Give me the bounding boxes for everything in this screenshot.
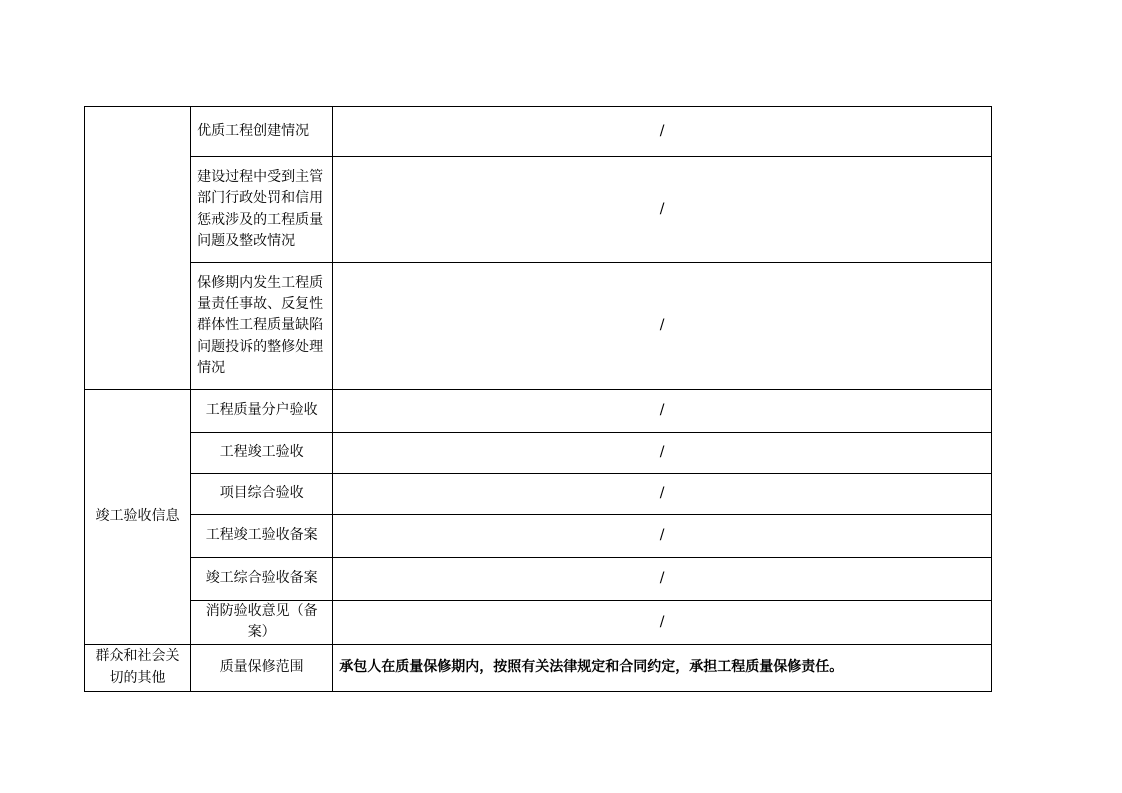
- table-row: [85, 558, 992, 601]
- info-table: [84, 106, 992, 692]
- item-label: 工程竣工验收: [191, 433, 333, 474]
- item-label: 工程质量分户验收: [191, 390, 333, 433]
- item-label: 项目综合验收: [191, 474, 333, 515]
- item-label: 工程竣工验收备案: [191, 515, 333, 558]
- table-row: [85, 644, 992, 691]
- group-label: 竣工验收信息: [85, 390, 191, 645]
- table-row: [85, 263, 992, 390]
- table-row: [85, 157, 992, 263]
- item-value: /: [333, 390, 992, 433]
- item-value: 承包人在质量保修期内，按照有关法律规定和合同约定，承担工程质量保修责任。: [333, 644, 992, 691]
- item-value: /: [333, 474, 992, 515]
- item-value: /: [333, 515, 992, 558]
- item-value: /: [333, 433, 992, 474]
- table-row: [85, 474, 992, 515]
- item-label: 竣工综合验收备案: [191, 558, 333, 601]
- item-value: /: [333, 263, 992, 390]
- group-cell-empty: [85, 107, 191, 390]
- item-label: 质量保修范围: [191, 644, 333, 691]
- item-label: 建设过程中受到主管部门行政处罚和信用惩戒涉及的工程质量问题及整改情况: [191, 157, 333, 263]
- item-label: 优质工程创建情况: [191, 107, 333, 157]
- item-label: 保修期内发生工程质量责任事故、反复性群体性工程质量缺陷问题投诉的整修处理情况: [191, 263, 333, 390]
- item-value: /: [333, 157, 992, 263]
- table-row: [85, 515, 992, 558]
- item-value: /: [333, 107, 992, 157]
- item-label: 消防验收意见（备案）: [191, 601, 333, 645]
- table-row: [85, 107, 992, 157]
- table-row: [85, 433, 992, 474]
- table-row: [85, 601, 992, 645]
- item-value: /: [333, 558, 992, 601]
- item-value: /: [333, 601, 992, 645]
- table-row: [85, 390, 992, 433]
- group-label: 群众和社会关切的其他: [85, 644, 191, 691]
